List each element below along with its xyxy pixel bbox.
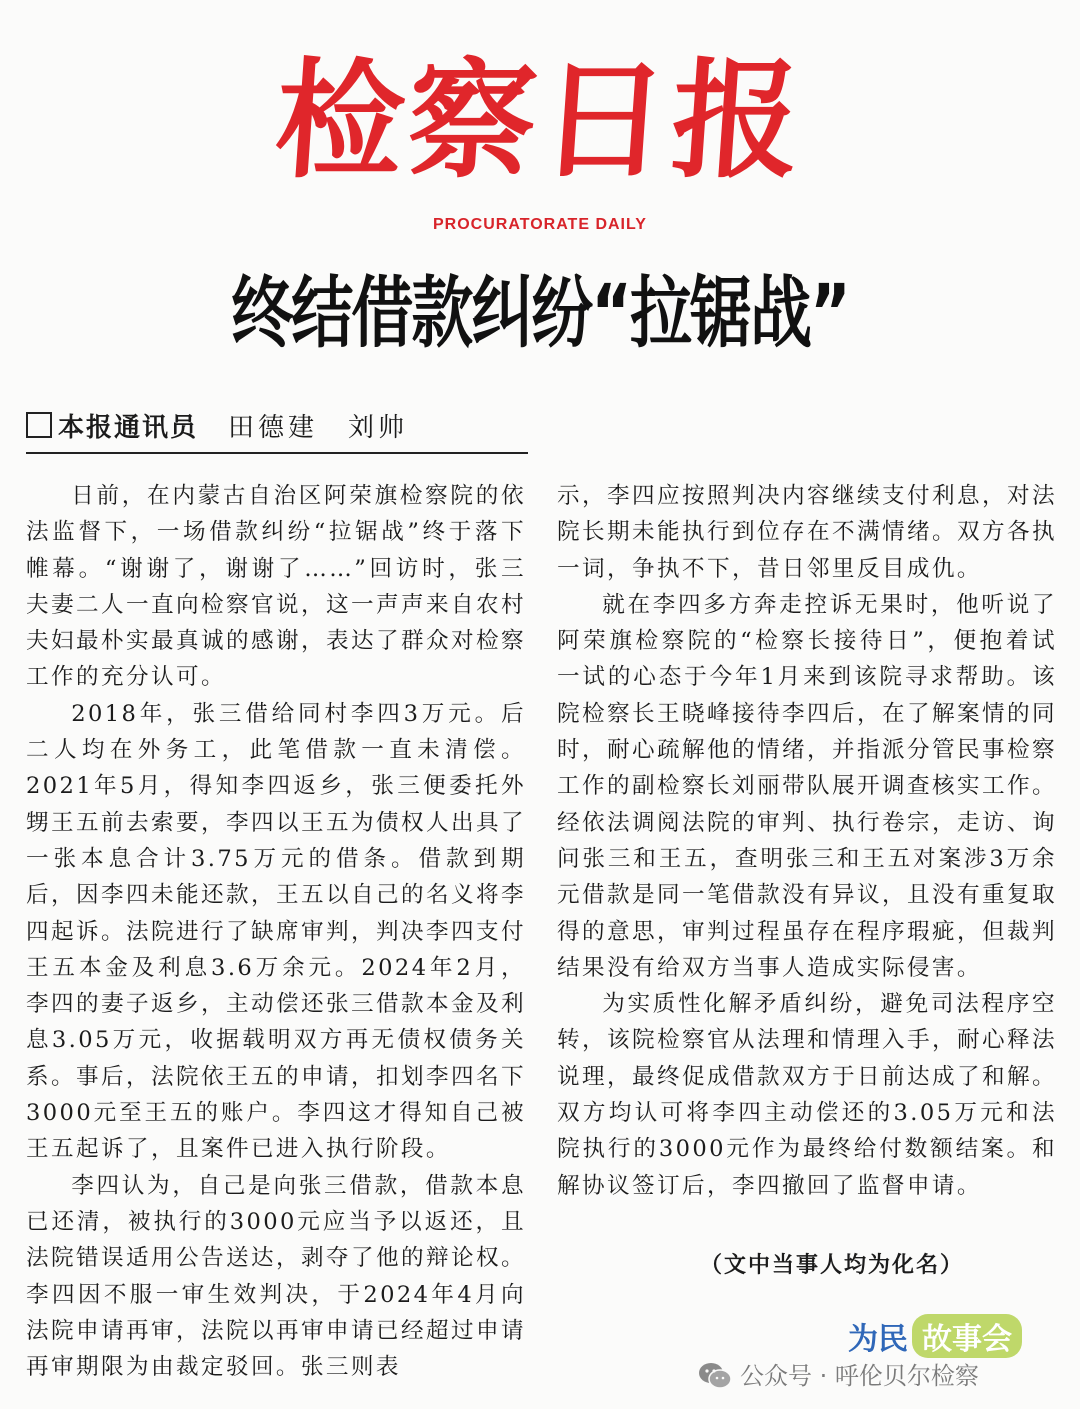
masthead-subtitle: PROCURATORATE DAILY xyxy=(433,216,647,233)
byline-box-icon xyxy=(26,412,52,438)
paragraph: 李四认为，自己是向张三借款，借款本息已还清，被执行的3000元应当予以返还，且法院错误适用公告送达，剥夺了他的辩论权。李四因不服一审生效判决，于2024年4月向法院申请再审，法院以再审申请已经超过申请再审期限为由裁定驳回。张三则表 xyxy=(26,1172,526,1381)
paragraph: 就在李四多方奔走控诉无果时，他听说了阿荣旗检察院的“检察长接待日”，便抱着试一试的心态于今年1月来到该院寻求帮助。该院检察长王晓峰接待李四后，在了解案情的同时，耐心疏解他的情绪，并指派分管民事检察工作的副检察长刘丽带队展开调查核实工作。经依法调阅法院的审判、执行卷宗，走访、询问张三和王五，查明张三和王五对案涉3万余元借款是同一笔借款没有异议，且没有重复取得的意思，审判过程虽存在程序瑕疵，但裁判结果没有给双方当事人造成实际侵害。 xyxy=(557,591,1057,981)
wechat-icon xyxy=(698,1362,732,1390)
paragraph: 为实质性化解矛盾纠纷，避免司法程序空转，该院检察官从法理和情理入手，耐心释法说理，最终促成借款双方于日前达成了和解。双方均认可将李四主动偿还的3.05万元和法院执行的3000元作为最终给付数额结案。和解协议签订后，李四撤回了监督申请。 xyxy=(557,991,1057,1199)
stamp-part2: 故事会 xyxy=(912,1314,1022,1358)
stamp-part1: 为民 xyxy=(848,1322,908,1357)
byline-names: 田德建 刘帅 xyxy=(228,413,409,443)
column-stamp xyxy=(848,1314,1042,1357)
paragraph: 日前，在内蒙古自治区阿荣旗检察院的依法监督下，一场借款纠纷“拉锯战”终于落下帷幕。“谢谢了，谢谢了……”回访时，张三夫妻二人一直向检察官说，这一声声来自农村夫妇最朴实最真诚的感谢，表达了群众对检察工作的充分认可。 xyxy=(26,483,526,691)
masthead xyxy=(0,18,1080,233)
byline-label: 本报通讯员 xyxy=(58,413,199,443)
watermark-text: 公众号 · 呼伦贝尔检察 xyxy=(740,1362,979,1390)
paragraph: 2018年，张三借给同村李四3万元。后二人均在外务工，此笔借款一直未清偿。2021年5月，得知李四返乡，张三便委托外甥王五前去索要，李四以王五为债权人出具了一张本息合计3.75万元的借条。借款到期后，因李四未能还款，王五以自己的名义将李四起诉。法院进行了缺席审判，判决李四支付王五本金及利息3.6万余元。2024年2月，李四的妻子返乡，主动偿还张三借款本金及利息3.05万元，收据载明双方再无债权债务关系。事后，法院依王五的申请，扣划李四名下3000元至王五的账户。李四这才得知自己被王五起诉了，且案件已进入执行阶段。 xyxy=(26,700,526,1163)
article-right-column xyxy=(557,478,1057,1204)
byline xyxy=(26,406,528,454)
wechat-watermark xyxy=(698,1356,1068,1396)
article-headline: 终结借款纠纷“拉锯战” xyxy=(231,266,849,358)
article-left-column xyxy=(26,478,526,1385)
paragraph-continuation: 示，李四应按照判决内容继续支付利息，对法院长期未能执行到位存在不满情绪。双方各执一词，争执不下，昔日邻里反目成仇。 xyxy=(557,483,1057,582)
article-note: （文中当事人均为化名） xyxy=(700,1253,965,1278)
masthead-logo: 检察日报 xyxy=(270,46,810,196)
